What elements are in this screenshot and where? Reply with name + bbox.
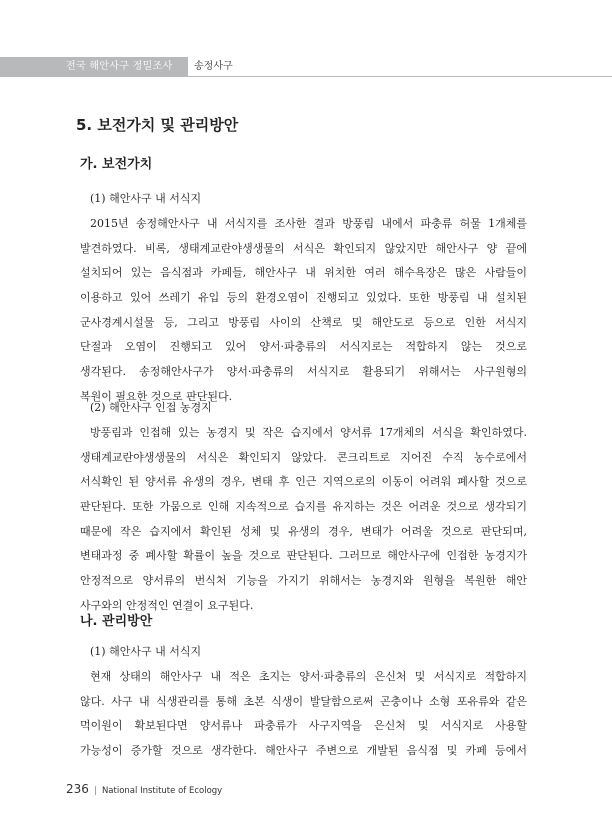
text-line: 사구와의 안정적인 연결이 요구된다. — [80, 598, 254, 612]
text-line: 군사경계시설물 등, 그리고 방풍림 사이의 산책로 및 해안도로 등으로 인한 서식지 — [80, 315, 527, 329]
text-line: 2015년 송정해안사구 내 서식지를 조사한 결과 방풍림 내에서 파충류 허물 1개체를 — [90, 217, 527, 230]
text-line: 않다. 사구 내 식생관리를 통해 초본 식생이 발달함으로써 곤충이나 소형 포유류와 같은 — [80, 694, 527, 708]
paragraph-dune-habitat-management — [80, 665, 527, 764]
paragraph-adjacent-farmland — [80, 421, 527, 619]
text-line: 단절과 오염이 진행되고 있어 양서·파충류의 서식지로는 적합하지 않는 것으로 — [80, 340, 527, 354]
header-chapter-title: 송정사구 — [194, 61, 233, 72]
text-line: 먹이원이 확보된다면 양서류나 파충류가 사구지역을 은신처 및 서식지로 사용할 — [80, 719, 527, 733]
text-line: 가능성이 증가할 것으로 생각한다. 해안사구 주변으로 개발된 음식점 및 카페 등에서 — [80, 744, 527, 758]
item-title-dune-habitat-management: (1) 해안사구 내 서식지 — [90, 645, 202, 658]
item-title-adjacent-farmland: (2) 해안사구 인접 농경지 — [90, 401, 212, 414]
section-title: 5. 보전가치 및 관리방안 — [76, 116, 239, 134]
text-line: 때문에 작은 습지에서 확인된 성체 및 유생의 경우, 변태가 어려울 것으로 판단되며, — [80, 524, 527, 538]
page-footer — [66, 778, 222, 797]
running-header — [0, 57, 612, 77]
text-line: 설치되어 있는 음식점과 카페들, 해안사구 내 위치한 여러 해수욕장은 많은 사람들이 — [80, 266, 527, 280]
text-line: 서식확인 된 양서류 유생의 경우, 변태 후 인근 지역으로의 이동이 어려워 폐사할 것으로 — [80, 475, 527, 489]
text-line: 변태과정 중 폐사할 확률이 높을 것으로 판단된다. 그러므로 해안사구에 인접한 농경지가 — [80, 549, 527, 563]
text-line: 발견하였다. 비록, 생태계교란야생생물의 서식은 확인되지 않았지만 해안사구 양 끝에 — [80, 241, 527, 255]
text-line: 현재 상태의 해안사구 내 적은 초지는 양서·파충류의 은신처 및 서식지로 적합하지 — [90, 670, 527, 683]
text-line: 안정적으로 양서류의 번식처 기능을 가지기 위해서는 농경지와 원형을 복원한 해안 — [80, 574, 527, 588]
text-line: 판단된다. 또한 가뭄으로 인해 지속적으로 습지를 유지하는 것은 어려운 것으로 생각되기 — [80, 500, 527, 514]
footer-separator: | — [93, 786, 97, 796]
item-title-dune-habitat: (1) 해안사구 내 서식지 — [90, 192, 202, 205]
footer-organization: National Institute of Ecology — [101, 786, 223, 796]
text-line: 복원이 필요한 것으로 판단된다. — [80, 389, 233, 403]
header-series-title: 전국 해안사구 정밀조사 — [66, 61, 173, 72]
paragraph-dune-habitat — [80, 212, 527, 410]
page-number: 236 — [66, 782, 89, 796]
header-rule — [188, 76, 612, 77]
subsection-title-management-plan: 나. 관리방안 — [80, 614, 153, 629]
text-line: 이용하고 있어 쓰레기 유입 등의 환경오염이 진행되고 있었다. 또한 방풍림 내 설치된 — [80, 291, 527, 305]
text-line: 방풍림과 인접해 있는 농경지 및 작은 습지에서 양서류 17개체의 서식을 확인하였다. — [90, 426, 527, 439]
subsection-title-conservation-value: 가. 보전가치 — [80, 157, 153, 172]
text-line: 생태계교란야생생물의 서식은 확인되지 않았다. 콘크리트로 지어진 수직 농수로에서 — [80, 450, 527, 464]
text-line: 생각된다. 송정해안사구가 양서·파충류의 서식지로 활용되기 위해서는 사구원형의 — [80, 365, 527, 379]
